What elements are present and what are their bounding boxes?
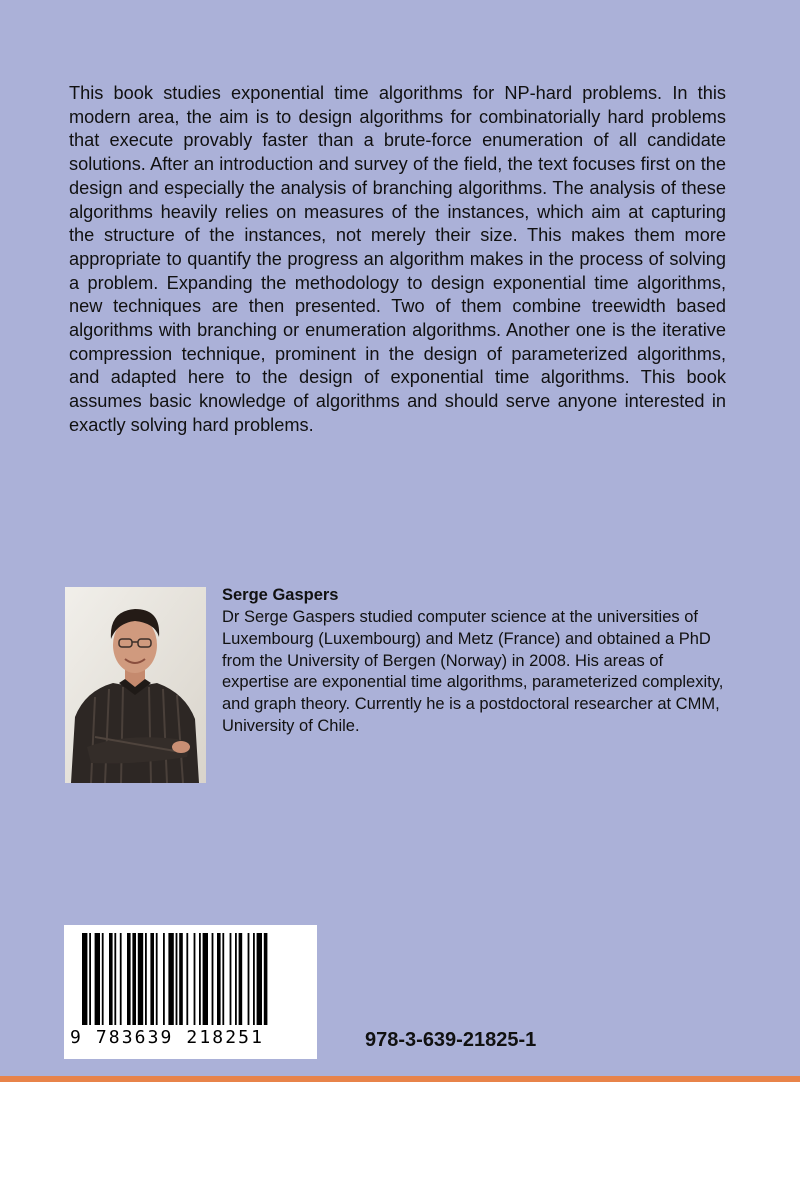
barcode-bar: [127, 933, 131, 1025]
isbn-barcode: [64, 925, 317, 1059]
barcode-bar: [102, 933, 104, 1025]
barcode-bar: [150, 933, 154, 1025]
barcode-bar: [120, 933, 122, 1025]
barcode-bar: [145, 933, 147, 1025]
isbn-number: 978-3-639-21825-1: [365, 1029, 537, 1051]
barcode-bar: [203, 933, 208, 1025]
bottom-stripe: [0, 1076, 800, 1082]
barcode-bar: [235, 933, 237, 1025]
barcode-bar: [230, 933, 232, 1025]
barcode-bar: [138, 933, 143, 1025]
barcode-bar: [239, 933, 243, 1025]
barcode-bar: [114, 933, 116, 1025]
barcode-icon: [82, 933, 304, 1029]
barcode-bar: [95, 933, 100, 1025]
barcode-bar: [82, 933, 87, 1025]
barcode-bars: [82, 933, 304, 1029]
barcode-bar: [186, 933, 188, 1025]
barcode-bar: [163, 933, 165, 1025]
barcode-bar: [212, 933, 214, 1025]
author-portrait-icon: [65, 587, 206, 783]
barcode-digits: 9 783639 218251: [70, 1027, 265, 1048]
barcode-bar: [168, 933, 173, 1025]
barcode-bar: [264, 933, 268, 1025]
author-photo: [65, 587, 206, 783]
barcode-bar: [257, 933, 262, 1025]
author-bio: Dr Serge Gaspers studied computer science at the universities of Luxembourg (Luxembourg) and Metz (France) and obtained a PhD from the University of Bergen (Norway) in 2008. His areas of expertise are exponential time algorithms, parameterized complexity, and graph theory. Currently he is a postdoctoral researcher at CMM, University of Chile.: [222, 608, 724, 735]
barcode-bar: [156, 933, 158, 1025]
barcode-bar: [89, 933, 91, 1025]
barcode-bar: [222, 933, 224, 1025]
barcode-bar: [248, 933, 250, 1025]
barcode-bar: [109, 933, 113, 1025]
book-description: This book studies exponential time algorithms for NP-hard problems. In this modern area, the aim is to design algorithms for combinatorially hard problems that execute provably faster than a brute-force enumeration of all candidate solutions. After an introduction and survey of the field, the text focuses first on the design and especially the analysis of branching algorithms. The analysis of these algorithms heavily relies on measures of the instances, which aim at capturing the structure of the instances, not merely their size. This makes them more appropriate to quantify the progress an algorithm makes in the process of solving a problem. Expanding the methodology to design exponential time algorithms, new techniques are then presented. Two of them combine treewidth based algorithms with branching or enumeration algorithms. Another one is the iterative compression technique, prominent in the design of parameterized algorithms, and adapted here to the design of exponential time algorithms. This book assumes basic knowledge of algorithms and should serve anyone interested in exactly solving hard problems.: [69, 83, 726, 435]
barcode-bar: [194, 933, 196, 1025]
author-name: Serge Gaspers: [222, 586, 339, 604]
barcode-bar: [176, 933, 178, 1025]
barcode-bar: [179, 933, 183, 1025]
barcode-bar: [253, 933, 255, 1025]
barcode-bar: [217, 933, 221, 1025]
barcode-bar: [132, 933, 136, 1025]
barcode-bar: [199, 933, 201, 1025]
